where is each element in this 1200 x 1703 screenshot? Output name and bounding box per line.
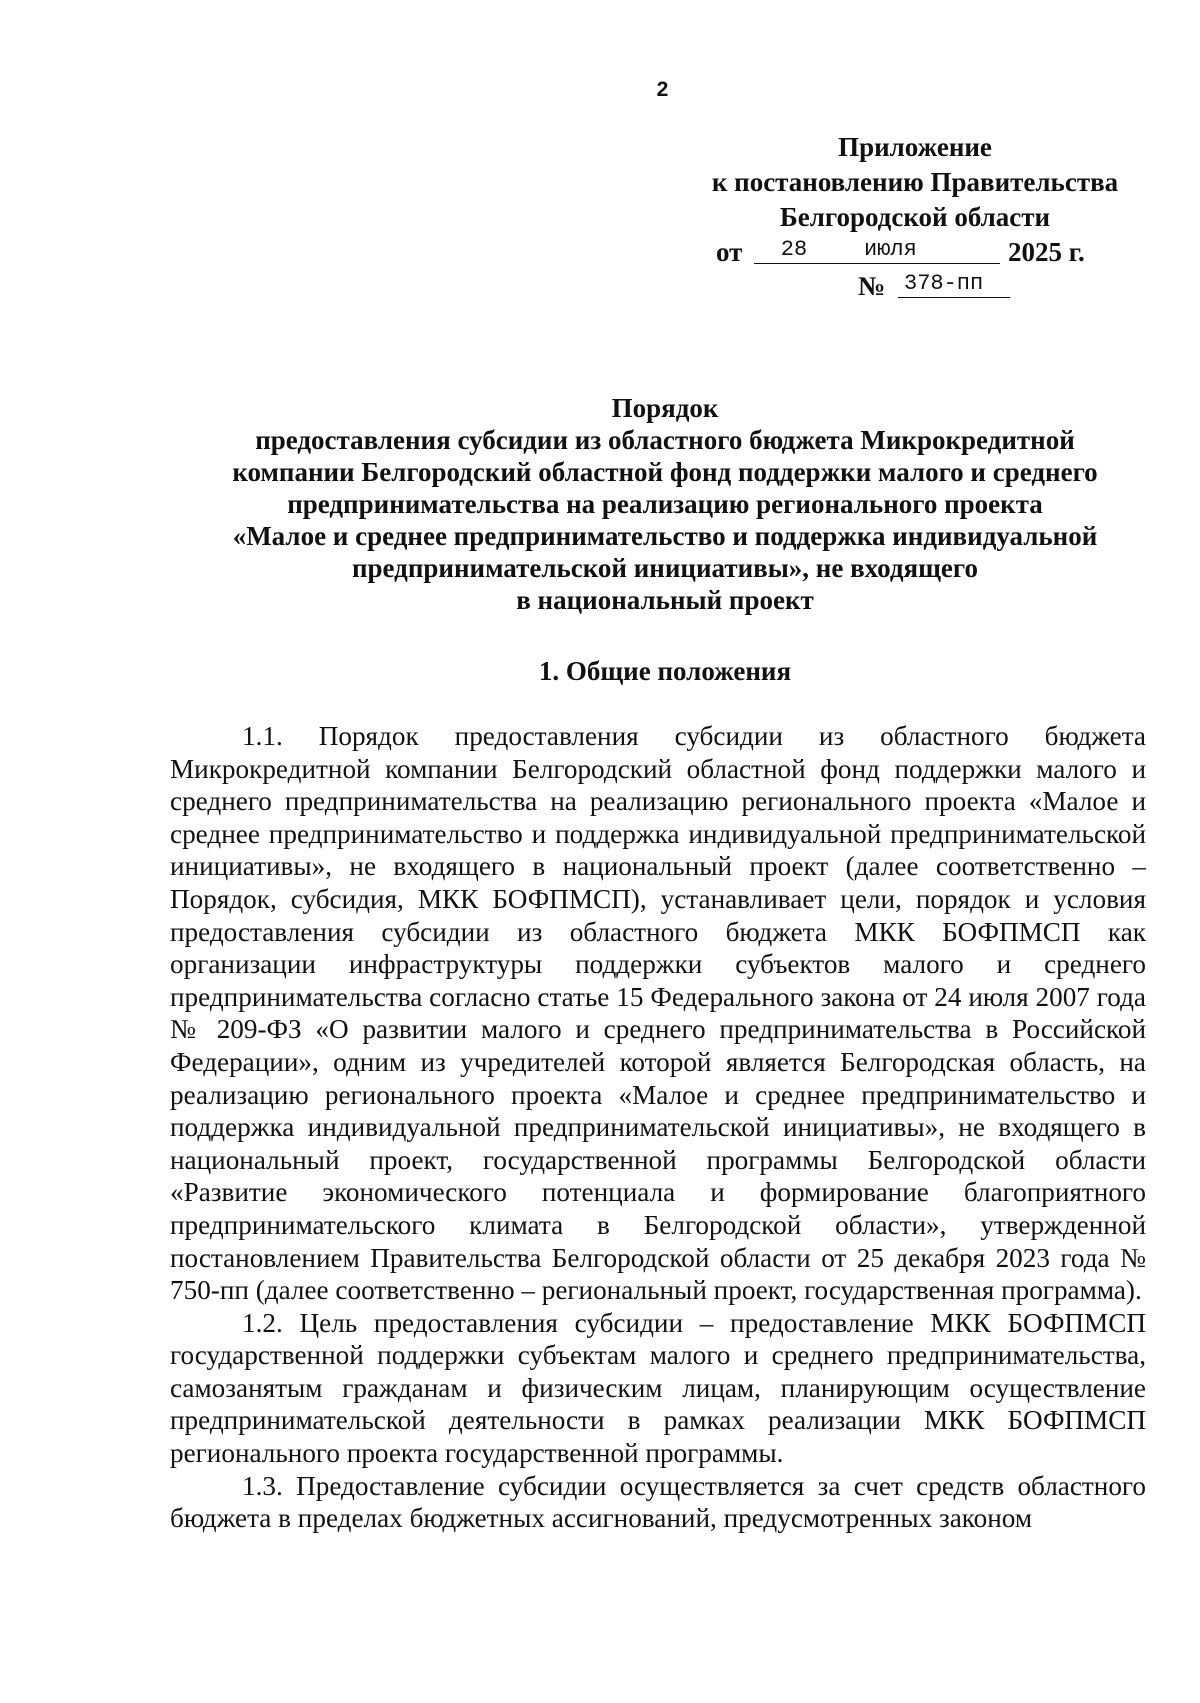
paragraph-1-2: 1.2. Цель предоставления субсидии – предоставление МКК БОФПМСП государственной поддержки субъектам малого и среднего предпринимательства, самозанятым гражданам и физическим лицам, планирующим осуществление предпринимательской деятельности в рамках реализации МКК БОФПМСП регионального проекта государственной программы. [170,1307,1146,1469]
title-line: в национальный проект [516,585,814,615]
date-year: 2025 г. [1008,237,1085,267]
annex-number [680,269,1150,303]
title-heading: Порядок [611,393,719,423]
annex-region: Белгородской области [779,202,1051,232]
annex-date [680,235,1150,269]
title-line: предпринимательства на реализацию регионального проекта [287,489,1043,519]
title-line: компании Белгородский областной фонд поддержки малого и среднего [232,457,1098,487]
date-day-field: 28 [754,237,834,264]
page-number: 2 [656,78,669,101]
annex-title: Приложение [838,132,992,162]
number-field: 378-пп [898,271,1010,298]
date-month-field: июля [834,237,1000,264]
annex-reference: к постановлению Правительства [711,167,1119,197]
title-line: «Малое и среднее предпринимательство и поддержка индивидуальной [232,521,1098,551]
annex-block [680,130,1150,303]
section-heading: 1. Общие положения [538,656,792,686]
paragraph-1-3: 1.3. Предоставление субсидии осуществляется за счет средств областного бюджета в пределах бюджетных ассигнований, предусмотренных законом [170,1470,1146,1534]
date-prefix: от [716,237,743,267]
document-title [170,392,1160,616]
title-line: предпринимательской инициативы», не входящего [351,553,979,583]
title-line: предоставления субсидии из областного бюджета Микрокредитной [255,425,1075,455]
paragraph-1-1: 1.1. Порядок предоставления субсидии из областного бюджета Микрокредитной компании Белгородский областной фонд поддержки малого и среднего предпринимательства на реализацию регионального проекта «Малое и среднее предпринимательство и поддержка индивидуальной предпринимательской инициативы», не входящего в национальный проект (далее соответственно – Порядок, субсидия, МКК БОФПМСП), устанавливает цели, порядок и условия предоставления субсидии из областного бюджета МКК БОФПМСП как организации инфраструктуры поддержки субъектов малого и среднего предпринимательства согласно статье 15 Федерального закона от 24 июля 2007 года № 209-ФЗ «О развитии малого и среднего предпринимательства в Российской Федерации», одним из учредителей которой является Белгородская область, на реализацию регионального проекта «Малое и среднее предпринимательство и поддержка индивидуальной предпринимательской инициативы», не входящего в национальный проект, государственной программы Белгородской области «Развитие экономического потенциала и формирование благоприятного предпринимательского климата в Белгородской области», утвержденной постановлением Правительства Белгородской области от 25 декабря 2023 года № 750-пп (далее соответственно – региональный проект, государственная программа). [170,721,1146,1306]
section-body [170,720,1146,1535]
number-sign: № [858,271,886,301]
